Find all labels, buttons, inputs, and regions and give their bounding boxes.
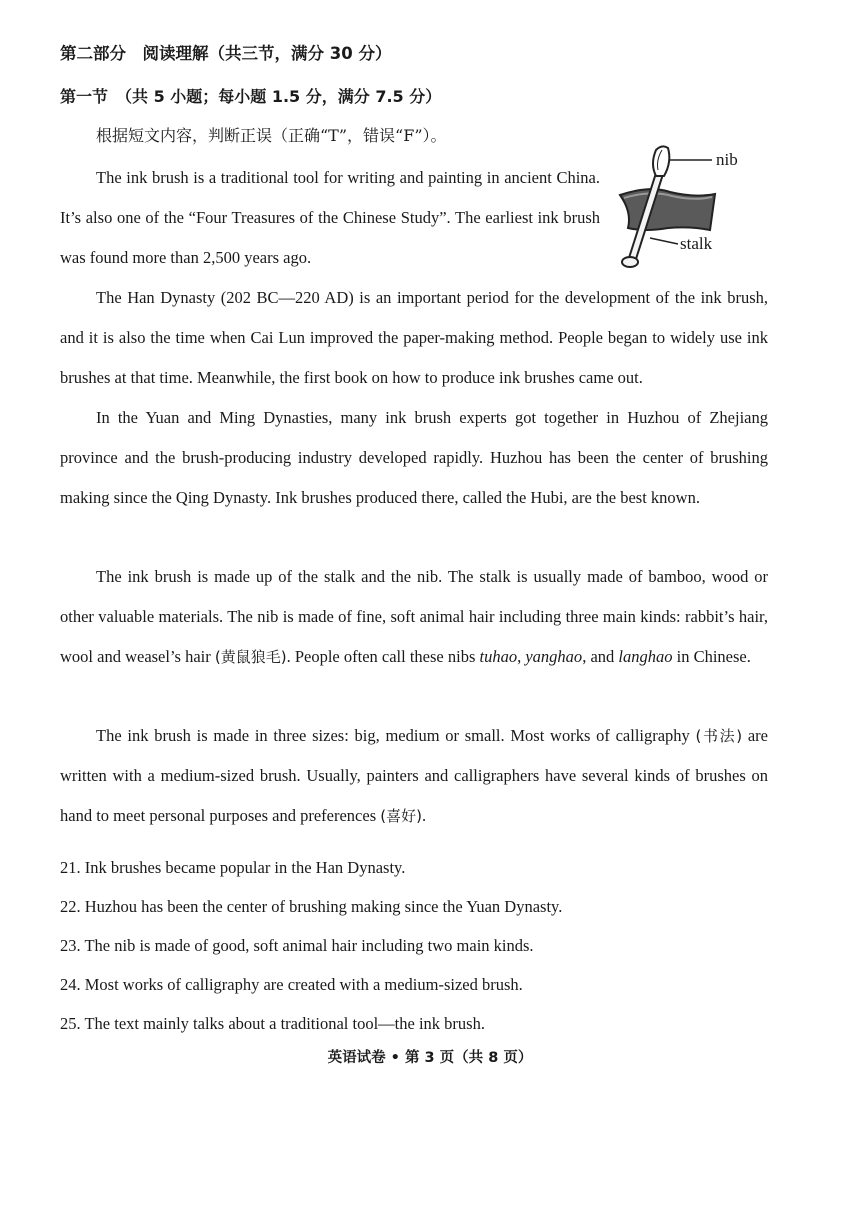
subsection-title: 第一节 （共 5 小题；每小题 1.5 分，满分 7.5 分） xyxy=(60,87,442,106)
passage-paragraph-3: In the Yuan and Ming Dynasties, many ink brush experts got together in Huzhou of Zhejiang province and the brush-producing industry developed rapidly. Huzhou has been the center of brushing making since the Qing Dynasty. Ink brushes produced there, called the Hubi, are the best known. xyxy=(60,408,768,507)
ink-brush-drawing xyxy=(610,140,770,280)
stalk-label: stalk xyxy=(680,234,713,253)
page-footer: 英语试卷 • 第 3 页（共 8 页） xyxy=(327,1050,533,1066)
section-title: 第二部分 阅读理解（共三节，满分 30 分） xyxy=(60,44,392,63)
question-22: 22. Huzhou has been the center of brushing making since the Yuan Dynasty. xyxy=(60,897,563,916)
question-21: 21. Ink brushes became popular in the Han Dynasty. xyxy=(60,858,406,877)
instruction-text: 根据短文内容，判断正误（正确“T”，错误“F”）。 xyxy=(96,126,447,145)
passage-paragraph-2: The Han Dynasty (202 BC—220 AD) is an important period for the development of the ink brush, and it is also the time when Cai Lun improved the paper-making method. People began to widely use ink brushes at that time. Meanwhile, the first book on how to produce ink brushes came out. xyxy=(60,288,768,387)
question-23: 23. The nib is made of good, soft animal hair including two main kinds. xyxy=(60,936,534,955)
passage-paragraph-5: The ink brush is made in three sizes: big, medium or small. Most works of calligraphy (书法) are written with a medium-sized brush. Usually, painters and calligraphers have several kinds of brushes on hand to meet personal purposes and preferences (喜好). xyxy=(60,726,768,825)
passage-paragraph-1: The ink brush is a traditional tool for writing and painting in ancient China. It’s also one of the “Four Treasures of the Chinese Study”. The earliest ink brush was found more than 2,500 years ago. xyxy=(60,168,600,267)
ink-brush-illustration xyxy=(610,140,770,280)
passage-paragraph-4: The ink brush is made up of the stalk and the nib. The stalk is usually made of bamboo, wood or other valuable materials. The nib is made of fine, soft animal hair including three main kinds: rabbit’s hair, wool and weasel’s hair (黄鼠狼毛). People often call these nibs tuhao, yanghao, and langhao in Chinese. xyxy=(60,567,768,666)
nib-label: nib xyxy=(716,150,738,169)
question-25: 25. The text mainly talks about a traditional tool—the ink brush. xyxy=(60,1014,485,1033)
question-24: 24. Most works of calligraphy are created with a medium-sized brush. xyxy=(60,975,523,994)
